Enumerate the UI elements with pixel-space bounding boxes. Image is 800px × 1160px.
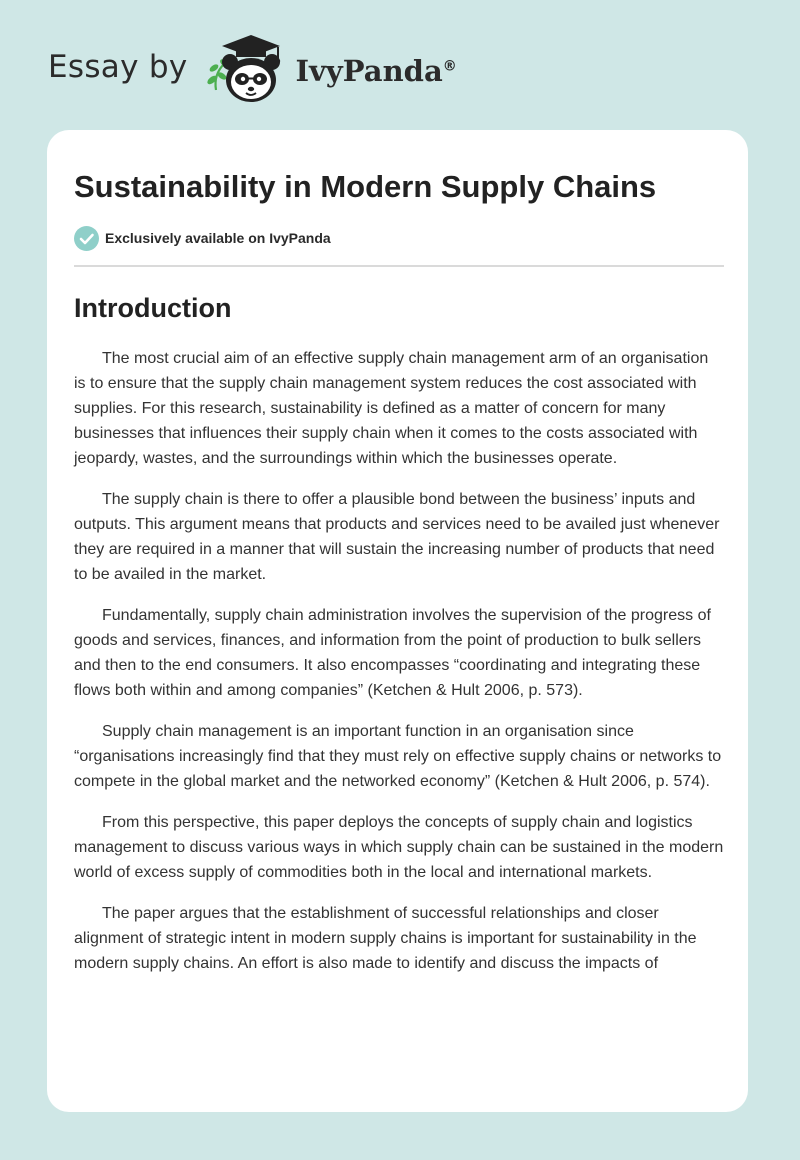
essay-card [47,130,748,1112]
exclusive-badge-text: Exclusively available on IvyPanda [105,230,331,246]
divider [74,265,724,267]
paragraph: The paper argues that the establishment of successful relationships and closer alignment of strategic intent in modern supply chains is important for sustainability in the modern supply chains. An effort is also made to identify and discuss the impacts of [74,905,697,972]
paragraph: Supply chain management is an important function in an organisation since “organisations increasingly find that they must rely on effective supply chains or networks to compete in the global market and the networked economy” (Ketchen & Hult 2006, p. 574). [74,723,722,790]
site-header-brand[interactable] [48,30,457,110]
paragraph: From this perspective, this paper deploys the concepts of supply chain and logistics management to discuss various ways in which supply chain can be sustained in the modern world of excess supply of commodities both in the local and international markets. [74,814,724,881]
paragraph: The most crucial aim of an effective supply chain management arm of an organisation is to ensure that the supply chain management system reduces the cost associated with supplies. For this research, sustainability is defined as a matter of concern for many businesses that influences their supply chain when it comes to the costs associated with jeopardy, wastes, and the surroundings within which the businesses operate. [74,350,709,467]
check-circle-icon [74,226,99,251]
paragraph: Fundamentally, supply chain administration involves the supervision of the progress of goods and services, finances, and information from the point of production to bulk sellers and then to the end consumers. It also encompasses “coordinating and integrating these flows both within and among companies” (Ketchen & Hult 2006, p. 573). [74,607,711,699]
brand-name: IvyPanda® [295,54,457,88]
section-heading-introduction: Introduction [74,293,232,323]
panda-graduate-logo-icon [202,30,292,110]
page-title: Sustainability in Modern Supply Chains [74,169,657,204]
exclusive-badge [74,225,724,251]
brand-prefix: Essay by [48,49,188,85]
paragraph: The supply chain is there to offer a plausible bond between the business’ inputs and outputs. This argument means that products and services need to be availed just whenever they are required in a manner that will sustain the increasing number of products that need to be availed in the market. [74,491,720,583]
